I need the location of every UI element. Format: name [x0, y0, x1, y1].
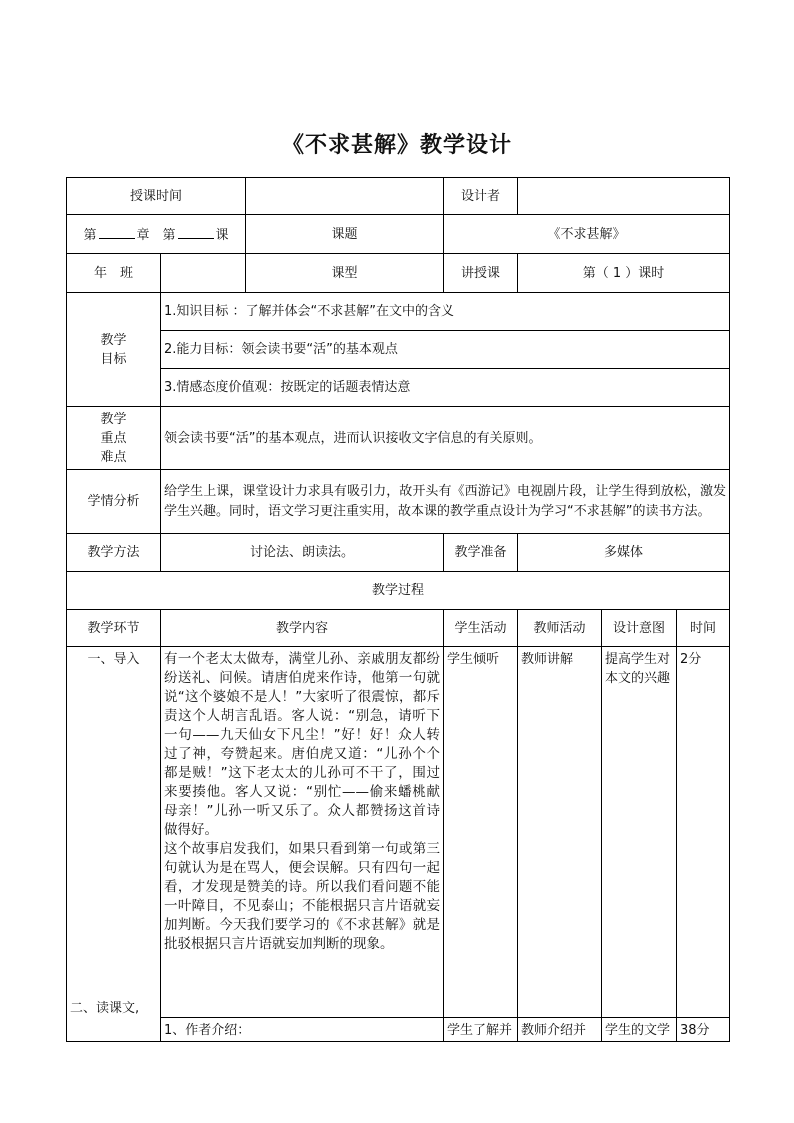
student-intro: 学生倾听 [444, 647, 518, 1018]
lesson-blank[interactable] [178, 224, 214, 239]
header-intent: 设计意图 [602, 610, 677, 647]
info-row-time [67, 178, 730, 215]
content-story: 有一个老太太做寿，满堂儿孙、亲戚朋友都纷纷送礼、问候。请唐伯虎来作诗，他第一句就说“这个婆娘不是人！”大家听了很震惊，都斥责这个人胡言乱语。客人说：“别急，请听下一句——九天仙女下凡尘！”好！好！众人转过了神，夸赞起来。唐伯虎又道：“儿孙个个都是贼！”这下老太太的儿孙可不干了，围过来要揍他。客人又说：“别忙——偷来蟠桃献母亲！”儿孙一听又乐了。众人都赞扬这首诗做得好。 [164, 651, 441, 838]
header-time: 时间 [677, 610, 730, 647]
prep-label: 教学准备 [444, 534, 518, 572]
prep-value: 多媒体 [518, 534, 730, 572]
period-value: 第（ 1 ）课时 [518, 254, 730, 293]
analysis-text: 给学生上课，课堂设计力求具有吸引力，故开头有《西游记》电视剧片段，让学生得到放松，激发学生兴趣。同时，语文学习更注重实用，故本课的教学重点设计为学习“不求甚解”的读书方法。 [161, 470, 730, 534]
document-title: 《不求甚解》教学设计 [281, 132, 512, 158]
method-row [67, 534, 730, 572]
student-reading: 学生了解并 [444, 1018, 518, 1042]
goal-ability: 2.能力目标：领会读书要“活”的基本观点 [161, 331, 730, 369]
chapter-prefix: 第 [83, 227, 97, 243]
analysis-row [67, 470, 730, 534]
content-intro [161, 647, 444, 1018]
process-row-intro [67, 647, 730, 1018]
intent-reading: 学生的文学 [602, 1018, 677, 1042]
stage-column [67, 647, 161, 1042]
intent-intro: 提高学生对本文的兴趣 [602, 647, 677, 1018]
chapter-blank[interactable] [99, 224, 135, 239]
teacher-intro: 教师讲解 [518, 647, 602, 1018]
time-intro: 2分 [677, 647, 730, 1018]
time-label: 授课时间 [67, 178, 246, 215]
info-row-type [67, 254, 730, 293]
goal-row-1 [67, 293, 730, 331]
topic-value: 《不求甚解》 [444, 215, 730, 254]
time-value[interactable] [246, 178, 444, 215]
time-reading: 38分 [677, 1018, 730, 1042]
process-title-row [67, 572, 730, 610]
class-value[interactable] [161, 254, 246, 293]
chapter-mid: 章 第 [136, 227, 176, 243]
stage-intro: 一、导入 [87, 652, 140, 667]
key-points-label: 教学 重点 难点 [67, 407, 161, 470]
stage-reading: 二、读课文, [70, 1001, 140, 1016]
class-label: 年 班 [67, 254, 161, 293]
goal-knowledge: 1.知识目标 ：了解并体会“不求甚解”在文中的含义 [161, 293, 730, 331]
topic-label: 课题 [246, 215, 444, 254]
process-row-reading [67, 1018, 730, 1042]
content-lesson: 这个故事启发我们，如果只看到第一句或第三句就认为是在骂人，便会误解。只有四句一起看，才发现是赞美的诗。所以我们看问题不能一叶障目，不见泰山；不能根据只言片语就妄加判断。今天我们要学习的《不求甚解》就是批驳根据只言片语就妄加判断的现象。 [164, 841, 441, 952]
designer-label: 设计者 [444, 178, 518, 215]
chapter-suffix: 课 [215, 227, 229, 243]
goals-label: 教学 目标 [67, 293, 161, 407]
process-header-row [67, 610, 730, 647]
content-reading: 1、作者介绍： [161, 1018, 444, 1042]
method-label: 教学方法 [67, 534, 161, 572]
chapter-lesson-cell [67, 215, 246, 254]
header-stage: 教学环节 [67, 610, 161, 647]
type-label: 课型 [246, 254, 444, 293]
process-title: 教学过程 [67, 572, 730, 610]
type-value: 讲授课 [444, 254, 518, 293]
designer-value[interactable] [518, 178, 730, 215]
lesson-plan-table [66, 177, 730, 1042]
header-content: 教学内容 [161, 610, 444, 647]
goal-attitude: 3.情感态度价值观：按既定的话题表情达意 [161, 369, 730, 407]
goal-row-3 [67, 369, 730, 407]
goal-row-2 [67, 331, 730, 369]
method-value: 讨论法、朗读法。 [161, 534, 444, 572]
key-points-row [67, 407, 730, 470]
header-teacher: 教师活动 [518, 610, 602, 647]
teacher-reading: 教师介绍并 [518, 1018, 602, 1042]
analysis-label: 学情分析 [67, 470, 161, 534]
header-student: 学生活动 [444, 610, 518, 647]
info-row-topic [67, 215, 730, 254]
key-points-text: 领会读书要“活”的基本观点，进而认识接收文字信息的有关原则。 [161, 407, 730, 470]
